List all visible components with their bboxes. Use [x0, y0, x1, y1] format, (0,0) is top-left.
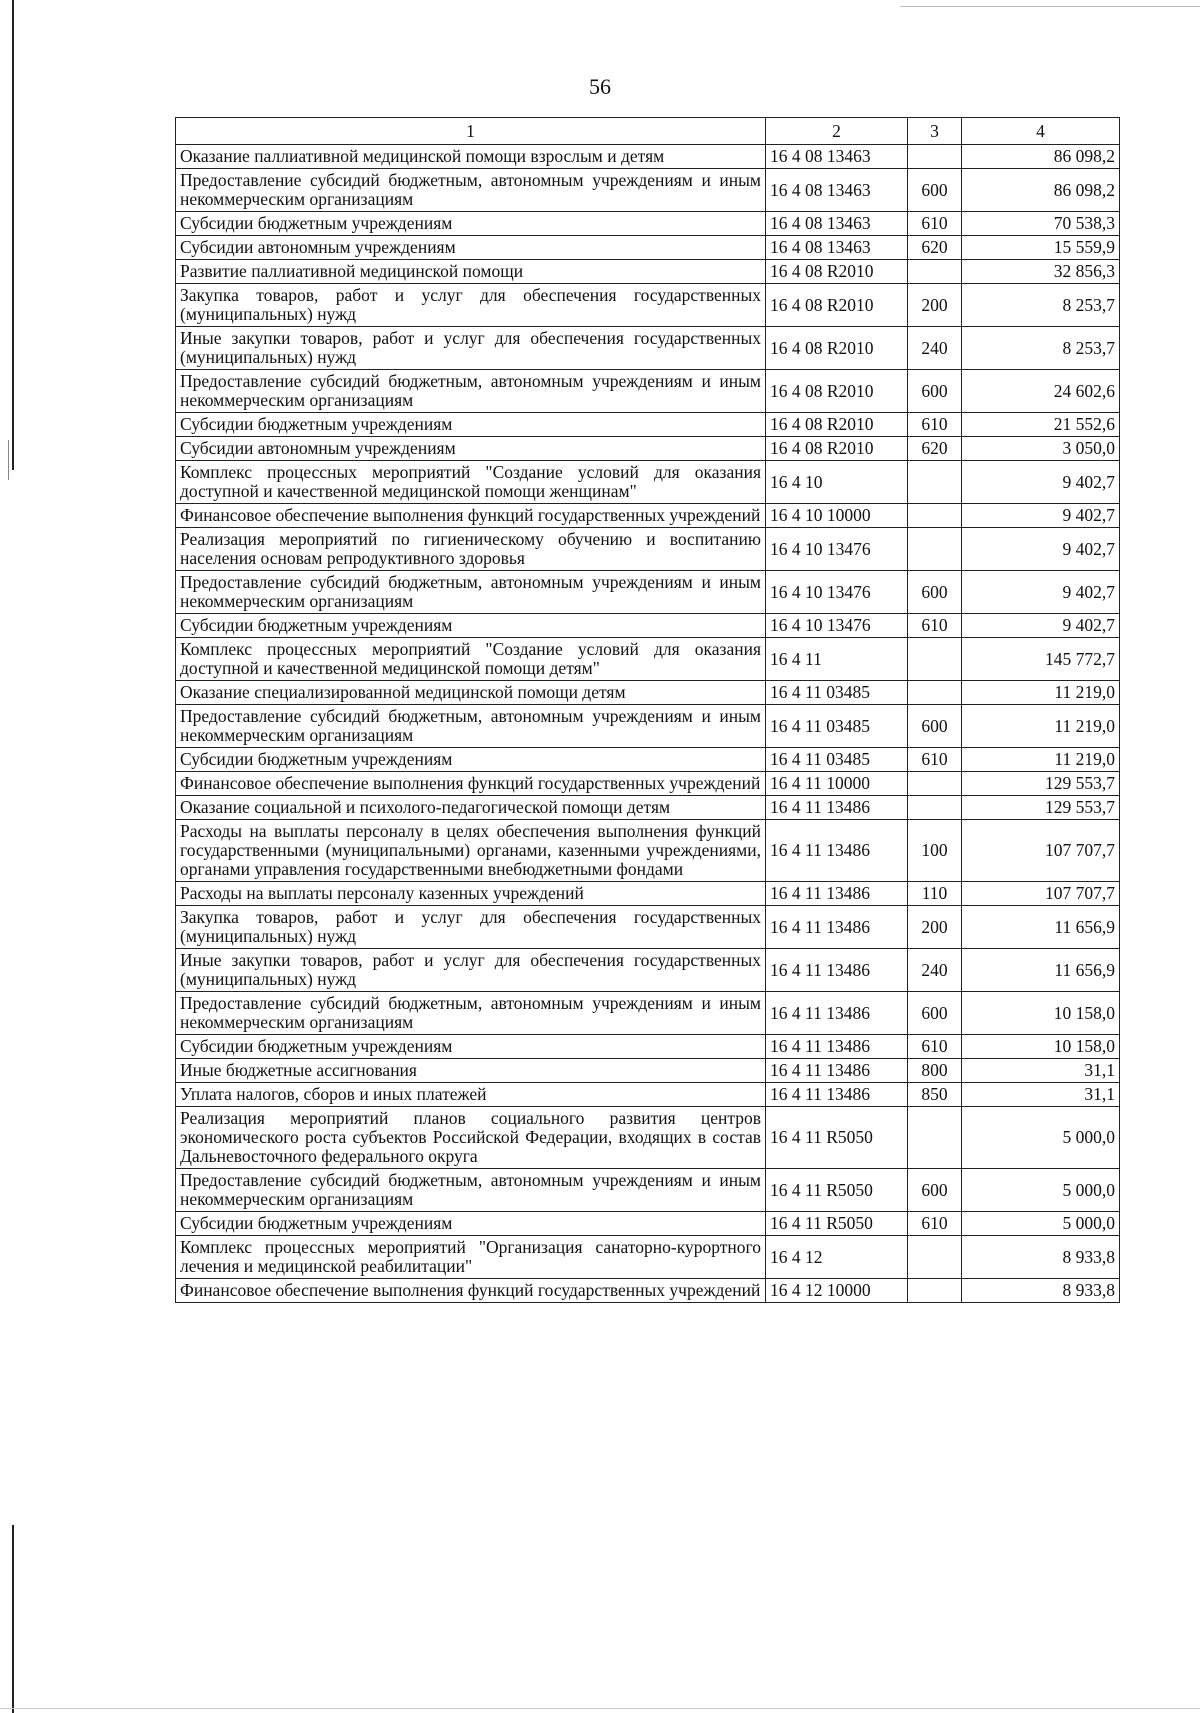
- row-sum-cell: 11 656,9: [962, 906, 1120, 949]
- row-sum-cell: 9 402,7: [962, 461, 1120, 504]
- row-name-cell: Комплекс процессных мероприятий "Создание условий для оказания доступной и качественной медицинской помощи женщинам": [176, 461, 766, 504]
- table-row: [176, 705, 1120, 748]
- row-sum-cell: 11 219,0: [962, 705, 1120, 748]
- row-type-cell: 610: [908, 1212, 962, 1236]
- row-sum-cell: 5 000,0: [962, 1212, 1120, 1236]
- row-code-cell: 16 4 10 13476: [766, 614, 908, 638]
- row-code-cell: 16 4 10 13476: [766, 571, 908, 614]
- row-name-cell: Предоставление субсидий бюджетным, автономным учреждениям и иным некоммерческим организациям: [176, 571, 766, 614]
- row-sum-cell: 9 402,7: [962, 504, 1120, 528]
- table-row: [176, 748, 1120, 772]
- row-type-cell: 110: [908, 882, 962, 906]
- row-sum-cell: 129 553,7: [962, 772, 1120, 796]
- row-sum-cell: 86 098,2: [962, 145, 1120, 169]
- table-row: [176, 1083, 1120, 1107]
- row-name-cell: Иные закупки товаров, работ и услуг для обеспечения государственных (муниципальных) нужд: [176, 327, 766, 370]
- scan-mark: [8, 440, 9, 480]
- row-sum-cell: 24 602,6: [962, 370, 1120, 413]
- row-name-cell: Финансовое обеспечение выполнения функций государственных учреждений: [176, 504, 766, 528]
- row-sum-cell: 5 000,0: [962, 1169, 1120, 1212]
- row-sum-cell: 86 098,2: [962, 169, 1120, 212]
- row-type-cell: [908, 1279, 962, 1303]
- row-type-cell: 240: [908, 949, 962, 992]
- row-type-cell: 600: [908, 992, 962, 1035]
- row-sum-cell: 8 253,7: [962, 327, 1120, 370]
- row-sum-cell: 21 552,6: [962, 413, 1120, 437]
- row-name-cell: Уплата налогов, сборов и иных платежей: [176, 1083, 766, 1107]
- row-name-cell: Субсидии бюджетным учреждениям: [176, 1035, 766, 1059]
- row-code-cell: 16 4 08 13463: [766, 212, 908, 236]
- table-header-row: [176, 118, 1120, 145]
- row-type-cell: 200: [908, 906, 962, 949]
- row-code-cell: 16 4 11 13486: [766, 1083, 908, 1107]
- row-code-cell: 16 4 11 13486: [766, 949, 908, 992]
- row-type-cell: 600: [908, 1169, 962, 1212]
- row-name-cell: Субсидии автономным учреждениям: [176, 236, 766, 260]
- row-code-cell: 16 4 08 13463: [766, 236, 908, 260]
- row-code-cell: 16 4 10 13476: [766, 528, 908, 571]
- row-sum-cell: 8 253,7: [962, 284, 1120, 327]
- row-code-cell: 16 4 10: [766, 461, 908, 504]
- row-type-cell: 850: [908, 1083, 962, 1107]
- table-row: [176, 260, 1120, 284]
- row-name-cell: Реализация мероприятий планов социального развития центров экономического роста субъектов Российской Федерации, входящих в состав Дальневосточного федерального округа: [176, 1107, 766, 1169]
- row-type-cell: [908, 796, 962, 820]
- header-col-3: 3: [908, 118, 962, 145]
- table-row: [176, 681, 1120, 705]
- row-sum-cell: 8 933,8: [962, 1279, 1120, 1303]
- scan-edge-left-lower: [12, 1525, 14, 1713]
- scan-edge-top: [900, 6, 1200, 7]
- row-type-cell: 610: [908, 212, 962, 236]
- row-name-cell: Комплекс процессных мероприятий "Организация санаторно-курортного лечения и медицинской реабилитации": [176, 1236, 766, 1279]
- row-code-cell: 16 4 11 13486: [766, 906, 908, 949]
- table-row: [176, 461, 1120, 504]
- row-name-cell: Оказание социальной и психолого-педагогической помощи детям: [176, 796, 766, 820]
- row-type-cell: 600: [908, 705, 962, 748]
- table-row: [176, 284, 1120, 327]
- table-row: [176, 614, 1120, 638]
- row-code-cell: 16 4 08 13463: [766, 145, 908, 169]
- row-sum-cell: 9 402,7: [962, 528, 1120, 571]
- row-code-cell: 16 4 11 03485: [766, 681, 908, 705]
- table-row: [176, 1169, 1120, 1212]
- row-type-cell: [908, 504, 962, 528]
- table-row: [176, 169, 1120, 212]
- row-sum-cell: 5 000,0: [962, 1107, 1120, 1169]
- row-code-cell: 16 4 08 R2010: [766, 284, 908, 327]
- row-code-cell: 16 4 11 03485: [766, 748, 908, 772]
- row-sum-cell: 11 219,0: [962, 748, 1120, 772]
- row-name-cell: Субсидии автономным учреждениям: [176, 437, 766, 461]
- table-row: [176, 882, 1120, 906]
- table-row: [176, 772, 1120, 796]
- row-type-cell: 600: [908, 571, 962, 614]
- table-row: [176, 504, 1120, 528]
- row-sum-cell: 10 158,0: [962, 992, 1120, 1035]
- row-code-cell: 16 4 11 13486: [766, 1059, 908, 1083]
- row-name-cell: Иные бюджетные ассигнования: [176, 1059, 766, 1083]
- row-sum-cell: 70 538,3: [962, 212, 1120, 236]
- row-sum-cell: 8 933,8: [962, 1236, 1120, 1279]
- row-sum-cell: 31,1: [962, 1059, 1120, 1083]
- row-sum-cell: 10 158,0: [962, 1035, 1120, 1059]
- row-type-cell: [908, 260, 962, 284]
- row-name-cell: Развитие паллиативной медицинской помощи: [176, 260, 766, 284]
- row-name-cell: Закупка товаров, работ и услуг для обеспечения государственных (муниципальных) нужд: [176, 906, 766, 949]
- row-type-cell: 610: [908, 748, 962, 772]
- row-type-cell: 620: [908, 236, 962, 260]
- row-code-cell: 16 4 11 R5050: [766, 1169, 908, 1212]
- table-row: [176, 638, 1120, 681]
- header-col-2: 2: [766, 118, 908, 145]
- row-code-cell: 16 4 08 R2010: [766, 437, 908, 461]
- row-code-cell: 16 4 11 13486: [766, 796, 908, 820]
- table-row: [176, 949, 1120, 992]
- row-code-cell: 16 4 11 13486: [766, 820, 908, 882]
- row-code-cell: 16 4 10 10000: [766, 504, 908, 528]
- row-name-cell: Оказание специализированной медицинской помощи детям: [176, 681, 766, 705]
- row-name-cell: Субсидии бюджетным учреждениям: [176, 748, 766, 772]
- row-type-cell: 800: [908, 1059, 962, 1083]
- scan-edge-left: [12, 0, 14, 470]
- table-row: [176, 1212, 1120, 1236]
- row-name-cell: Предоставление субсидий бюджетным, автономным учреждениям и иным некоммерческим организациям: [176, 370, 766, 413]
- table-row: [176, 796, 1120, 820]
- row-sum-cell: 11 656,9: [962, 949, 1120, 992]
- row-code-cell: 16 4 12: [766, 1236, 908, 1279]
- table-row: [176, 145, 1120, 169]
- row-name-cell: Закупка товаров, работ и услуг для обеспечения государственных (муниципальных) нужд: [176, 284, 766, 327]
- row-name-cell: Комплекс процессных мероприятий "Создание условий для оказания доступной и качественной медицинской помощи детям": [176, 638, 766, 681]
- table-body: [176, 145, 1120, 1303]
- row-code-cell: 16 4 08 13463: [766, 169, 908, 212]
- table-row: [176, 1279, 1120, 1303]
- row-code-cell: 16 4 11 R5050: [766, 1212, 908, 1236]
- table-row: [176, 571, 1120, 614]
- row-type-cell: [908, 1236, 962, 1279]
- row-code-cell: 16 4 11 R5050: [766, 1107, 908, 1169]
- row-name-cell: Предоставление субсидий бюджетным, автономным учреждениям и иным некоммерческим организациям: [176, 705, 766, 748]
- row-name-cell: Финансовое обеспечение выполнения функций государственных учреждений: [176, 772, 766, 796]
- row-type-cell: [908, 772, 962, 796]
- row-name-cell: Иные закупки товаров, работ и услуг для обеспечения государственных (муниципальных) нужд: [176, 949, 766, 992]
- row-name-cell: Субсидии бюджетным учреждениям: [176, 212, 766, 236]
- scan-edge-bottom: [0, 1708, 1200, 1709]
- row-type-cell: [908, 145, 962, 169]
- row-sum-cell: 3 050,0: [962, 437, 1120, 461]
- row-code-cell: 16 4 11 13486: [766, 992, 908, 1035]
- row-type-cell: 610: [908, 614, 962, 638]
- table-row: [176, 820, 1120, 882]
- row-sum-cell: 15 559,9: [962, 236, 1120, 260]
- row-name-cell: Субсидии бюджетным учреждениям: [176, 614, 766, 638]
- row-type-cell: 240: [908, 327, 962, 370]
- row-name-cell: Предоставление субсидий бюджетным, автономным учреждениям и иным некоммерческим организациям: [176, 992, 766, 1035]
- row-code-cell: 16 4 11 03485: [766, 705, 908, 748]
- row-code-cell: 16 4 08 R2010: [766, 370, 908, 413]
- row-sum-cell: 107 707,7: [962, 820, 1120, 882]
- row-type-cell: [908, 1107, 962, 1169]
- page-number: 56: [589, 74, 611, 99]
- table-row: [176, 212, 1120, 236]
- row-name-cell: Финансовое обеспечение выполнения функций государственных учреждений: [176, 1279, 766, 1303]
- row-type-cell: 610: [908, 413, 962, 437]
- table-row: [176, 437, 1120, 461]
- row-sum-cell: 107 707,7: [962, 882, 1120, 906]
- table-row: [176, 413, 1120, 437]
- row-type-cell: 610: [908, 1035, 962, 1059]
- row-name-cell: Субсидии бюджетным учреждениям: [176, 413, 766, 437]
- table-row: [176, 1059, 1120, 1083]
- row-sum-cell: 9 402,7: [962, 571, 1120, 614]
- table-row: [176, 992, 1120, 1035]
- table-row: [176, 1035, 1120, 1059]
- row-name-cell: Реализация мероприятий по гигиеническому обучению и воспитанию населения основам репродуктивного здоровья: [176, 528, 766, 571]
- row-name-cell: Расходы на выплаты персоналу казенных учреждений: [176, 882, 766, 906]
- row-code-cell: 16 4 08 R2010: [766, 413, 908, 437]
- row-name-cell: Расходы на выплаты персоналу в целях обеспечения выполнения функций государственными (муниципальными) органами, казенными учреждениями, органами управления государственными внебюджетными фондами: [176, 820, 766, 882]
- table-row: [176, 906, 1120, 949]
- row-code-cell: 16 4 11 13486: [766, 882, 908, 906]
- row-sum-cell: 11 219,0: [962, 681, 1120, 705]
- table-row: [176, 528, 1120, 571]
- row-name-cell: Предоставление субсидий бюджетным, автономным учреждениям и иным некоммерческим организациям: [176, 1169, 766, 1212]
- table-row: [176, 370, 1120, 413]
- row-type-cell: 600: [908, 169, 962, 212]
- row-sum-cell: 145 772,7: [962, 638, 1120, 681]
- header-col-4: 4: [962, 118, 1120, 145]
- row-sum-cell: 32 856,3: [962, 260, 1120, 284]
- row-name-cell: Субсидии бюджетным учреждениям: [176, 1212, 766, 1236]
- table-row: [176, 1236, 1120, 1279]
- row-type-cell: [908, 528, 962, 571]
- row-type-cell: [908, 681, 962, 705]
- row-code-cell: 16 4 08 R2010: [766, 260, 908, 284]
- row-name-cell: Предоставление субсидий бюджетным, автономным учреждениям и иным некоммерческим организациям: [176, 169, 766, 212]
- row-type-cell: 100: [908, 820, 962, 882]
- row-sum-cell: 31,1: [962, 1083, 1120, 1107]
- row-code-cell: 16 4 11: [766, 638, 908, 681]
- row-code-cell: 16 4 12 10000: [766, 1279, 908, 1303]
- row-sum-cell: 9 402,7: [962, 614, 1120, 638]
- row-code-cell: 16 4 11 13486: [766, 1035, 908, 1059]
- row-type-cell: [908, 638, 962, 681]
- row-type-cell: [908, 461, 962, 504]
- row-name-cell: Оказание паллиативной медицинской помощи взрослым и детям: [176, 145, 766, 169]
- row-code-cell: 16 4 11 10000: [766, 772, 908, 796]
- budget-table: [175, 117, 1120, 1303]
- row-type-cell: 600: [908, 370, 962, 413]
- row-type-cell: 200: [908, 284, 962, 327]
- row-sum-cell: 129 553,7: [962, 796, 1120, 820]
- table-row: [176, 327, 1120, 370]
- table-row: [176, 236, 1120, 260]
- table-row: [176, 1107, 1120, 1169]
- row-code-cell: 16 4 08 R2010: [766, 327, 908, 370]
- header-col-1: 1: [176, 118, 766, 145]
- row-type-cell: 620: [908, 437, 962, 461]
